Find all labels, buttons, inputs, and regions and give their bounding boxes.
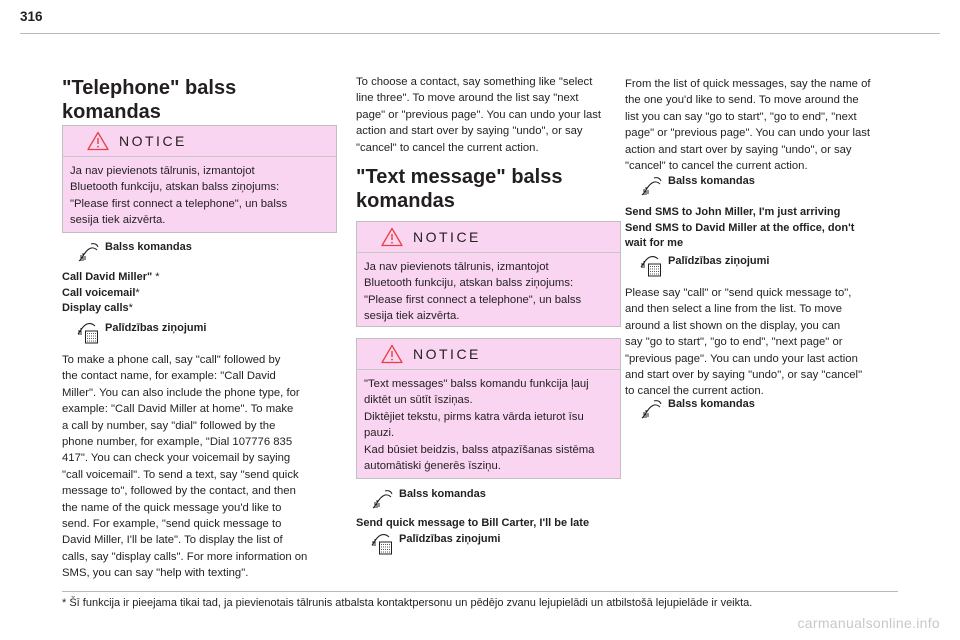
notice-text: [70, 163, 330, 229]
text-line: To choose a contact, say something like "select: [356, 76, 593, 88]
command-item: Send quick message to Bill Carter, I'll be late: [356, 517, 590, 529]
notice-line: Bluetooth funkciju, atskan balss ziņojums:: [364, 277, 574, 290]
notice-line: pauzi.: [364, 427, 395, 440]
text-line: say "go to start", "go to end", "next page" or: [625, 336, 843, 349]
voice-commands-label: [371, 488, 486, 510]
text-line: "previous page". You can undo your last action: [625, 352, 858, 365]
heading-line: komandas: [356, 190, 455, 212]
notice-header: [357, 222, 620, 253]
text-line: and then select a line from the list. To move: [625, 303, 843, 316]
watermark: carmanualsonline.info: [797, 615, 940, 631]
notice-line: Bluetooth funkciju, atskan balss ziņojums:: [70, 181, 280, 194]
text-line: and start over by saying "undo", or say "cancel": [625, 369, 863, 382]
text-line: the name of the quick message you'd like to: [62, 501, 282, 514]
text-line: From the list of quick messages, say the name of: [625, 78, 871, 90]
command-item: Send SMS to John Miller, I'm just arriving: [625, 206, 841, 218]
help-message-icon: [371, 533, 393, 555]
voice-commands-text: Balss komandas: [399, 488, 486, 500]
command-item: Call David Miller" *: [62, 271, 160, 283]
command-item: wait for me: [625, 237, 684, 250]
help-paragraph: [62, 352, 342, 582]
warning-icon: [87, 131, 109, 151]
help-message-icon: [77, 322, 99, 344]
command-list: [625, 205, 854, 252]
voice-command-icon: [640, 175, 662, 197]
text-line: page" or "previous page". You can undo your last: [356, 108, 602, 121]
notice-line: sesija tiek aizvērta.: [364, 310, 460, 323]
footnote-divider: [62, 591, 898, 592]
text-line: the contact name, for example: "Call David: [62, 370, 276, 383]
voice-command-icon: [371, 488, 393, 510]
voice-commands-label: [77, 241, 192, 263]
text-line: send. For example, "send quick message to: [62, 518, 282, 531]
text-line: page" or "previous page". You can undo your last: [625, 127, 871, 140]
text-line: the one you'd like to send. To move around the: [625, 94, 859, 107]
notice-line: Diktējiet tekstu, pirms katra vārda ieturot īsu: [364, 410, 584, 423]
quick-message-paragraph: [625, 76, 910, 174]
command-item: Call voicemail*: [62, 286, 140, 299]
notice-title: NOTICE: [119, 133, 187, 149]
notice-line: "Please first connect a telephone", un balss: [70, 197, 288, 210]
help-messages-text: Palīdzības ziņojumi: [105, 322, 207, 334]
text-line: 417". You can check your voicemail by saying: [62, 452, 291, 465]
heading-line: "Telephone" balss: [62, 77, 237, 99]
voice-commands-text: Balss komandas: [668, 398, 755, 410]
top-divider: [20, 33, 940, 34]
text-line: Please say "call" or "send quick message to",: [625, 287, 852, 299]
notice-text: [364, 259, 614, 325]
command-item: Send SMS to David Miller at the office, don't: [625, 221, 855, 234]
help-messages-text: Palīdzības ziņojumi: [399, 533, 501, 545]
text-line: David Miller, I'll be late". To display the list of: [62, 534, 283, 547]
heading-line: komandas: [62, 101, 161, 123]
command-item: Display calls*: [62, 302, 133, 315]
notice-line: Kad būsiet beidzis, balss atpazīšanas sistēma: [364, 443, 595, 456]
text-line: "cancel" to cancel the current action.: [625, 160, 808, 173]
text-line: To make a phone call, say "call" followed by: [62, 354, 281, 366]
notice-box: [356, 221, 621, 327]
notice-text: [364, 376, 614, 474]
text-line: Miller". You can also include the phone type, for: [62, 386, 300, 399]
voice-command-icon: [640, 398, 662, 420]
text-line: line three". To move around the list say "next: [356, 92, 579, 105]
help-message-icon: [640, 255, 662, 277]
text-line: message to", followed by the contact, and then: [62, 485, 296, 498]
text-line: SMS, you can say "help with texting".: [62, 567, 249, 580]
warning-icon: [381, 344, 403, 364]
voice-commands-label: [640, 398, 755, 420]
help-messages-label: [640, 255, 769, 277]
notice-line: sesija tiek aizvērta.: [70, 214, 166, 227]
notice-line: Ja nav pievienots tālrunis, izmantojot: [364, 261, 549, 273]
telephone-heading: [62, 76, 236, 124]
text-line: action and start over by saying "undo", or say: [356, 125, 583, 138]
notice-header: [357, 339, 620, 370]
page-number: 316: [20, 9, 43, 24]
voice-commands-text: Balss komandas: [668, 175, 755, 187]
notice-header: [63, 126, 336, 157]
notice-title: NOTICE: [413, 346, 481, 362]
text-line: around a list shown on the display, you can: [625, 319, 841, 332]
notice-box: [356, 338, 621, 479]
notice-line: Ja nav pievienots tālrunis, izmantojot: [70, 165, 255, 177]
help-messages-label: [77, 322, 206, 344]
text-line: calls, say "display calls". For more information on: [62, 550, 308, 563]
notice-title: NOTICE: [413, 229, 481, 245]
text-line: a call by number, say "dial" followed by the: [62, 419, 276, 432]
help-messages-text: Palīdzības ziņojumi: [668, 255, 770, 267]
text-line: "call voicemail". To send a text, say "send quick: [62, 468, 299, 481]
notice-line: "Text messages" balss komandu funkcija ļauj: [364, 378, 589, 390]
help-paragraph: [625, 285, 910, 400]
contact-selection-paragraph: [356, 74, 626, 156]
notice-line: "Please first connect a telephone", un balss: [364, 293, 582, 306]
help-messages-label: [371, 533, 500, 555]
voice-command-icon: [77, 241, 99, 263]
text-line: action and start over by saying "undo", or say: [625, 143, 852, 156]
text-line: "cancel" to cancel the current action.: [356, 141, 539, 154]
voice-commands-text: Balss komandas: [105, 241, 192, 253]
heading-line: "Text message" balss: [356, 166, 563, 188]
text-line: list you can say "go to start", "go to end", "next: [625, 110, 857, 123]
warning-icon: [381, 227, 403, 247]
text-line: example: "Call David Miller at home". To make: [62, 403, 294, 416]
text-message-heading: [356, 165, 562, 213]
text-line: phone number, for example, "Dial 107776 835: [62, 436, 293, 449]
voice-commands-label: [640, 175, 755, 197]
command-list: [62, 270, 160, 317]
text-line: to cancel the current action.: [625, 385, 764, 398]
notice-line: diktēt un sūtīt īsziņas.: [364, 394, 473, 407]
footnote: * Šī funkcija ir pieejama tikai tad, ja pievienotais tālrunis atbalsta kontaktpersonu un pēdējo zvanu lejupielādi un atbilstošā lejupielāde ir veikta.: [62, 597, 753, 609]
notice-line: automātiski ģenerēs īsziņu.: [364, 460, 501, 473]
notice-box: [62, 125, 337, 233]
